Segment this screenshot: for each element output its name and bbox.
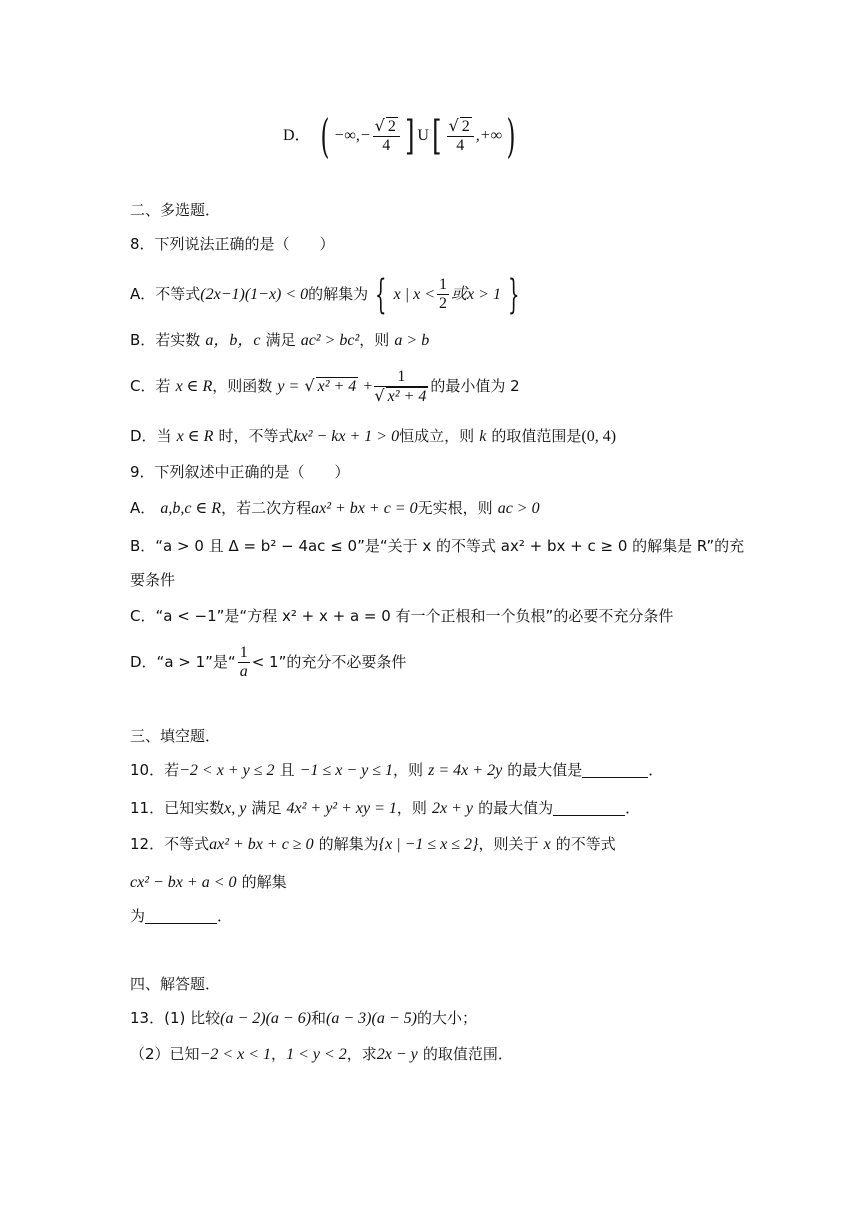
q11: 11．已知实数x, y 满足 4x² + y² + xy = 1，则 2x + y 的最大值为 ． xyxy=(130,799,641,817)
q8-option-b: B．若实数 a，b，c 满足 ac² > bc²，则 a > b xyxy=(130,331,430,349)
right-bracket: ] xyxy=(404,112,415,159)
interval-right: ,+∞ xyxy=(475,127,502,144)
q12-line1: 12．不等式ax² + bx + c ≥ 0 的解集为{x | −1 ≤ x ≤ 2}，则关于 x 的不等式 xyxy=(130,835,616,853)
q7-option-d xyxy=(283,108,520,163)
fraction: $\frac{√ 2}{4}$ xyxy=(447,117,474,155)
fraction: $\frac{√ 2}{4}$ xyxy=(373,117,400,155)
q12-line3: 为 ． xyxy=(130,907,233,925)
left-paren: ( xyxy=(320,108,330,163)
q9-option-c: C．“a < −1”是“方程 x² + x + a = 0 有一个正根和一个负根”的必要不充分条件 xyxy=(130,607,674,625)
q13-part2: （2）已知−2 < x < 1，1 < y < 2，求2x − y 的取值范围． xyxy=(130,1045,513,1063)
q9-option-b-line2: 要条件 xyxy=(130,571,176,589)
interval-left: −∞,− xyxy=(333,127,371,144)
section-3-title: 三、填空题． xyxy=(130,727,221,745)
right-paren: ) xyxy=(506,108,516,163)
answer-blank[interactable] xyxy=(582,761,648,778)
section-4-title: 四、解答题． xyxy=(130,975,221,993)
q9-option-b-line1: B．“a > 0 且 Δ = b² − 4ac ≤ 0”是“关于 x 的不等式 ax² + bx + c ≥ 0 的解集是 R”的充 xyxy=(130,537,745,555)
q8-option-c: C．若 x ∈ R，则函数 y = √ x² + 4 + $\frac{1}{\text{√ x² + 4}}$ 的最小值为 2 xyxy=(130,367,520,405)
q13-part1: 13．(1) 比较(a − 2)(a − 6)和(a − 3)(a − 5)的大小； xyxy=(130,1009,477,1027)
union-symbol: U xyxy=(417,127,429,144)
q9-option-d: D．“a > 1”是“ $\frac{1}{a}$ < 1”的充分不必要条件 xyxy=(130,644,407,680)
q12-line2: cx² − bx + a < 0 的解集 xyxy=(130,873,287,891)
option-label: D． xyxy=(283,127,311,144)
left-bracket: [ xyxy=(432,112,442,159)
answer-blank[interactable] xyxy=(553,799,625,816)
q9-option-a: A． a,b,c ∈ R，若二次方程ax² + bx + c = 0无实根，则 ac > 0 xyxy=(130,499,540,517)
answer-blank[interactable] xyxy=(145,907,217,924)
q8-option-a: A．不等式(2x−1)(1−x) < 0的解集为 { x | x < $\frac{1}{2}$ 或x > 1 } xyxy=(130,271,520,318)
section-2-title: 二、多选题． xyxy=(130,201,221,219)
q8-option-d: D．当 x ∈ R 时，不等式kx² − kx + 1 > 0恒成立，则 k 的取值范围是(0, 4) xyxy=(130,427,617,445)
q9-stem: 9．下列叙述中正确的是（ ） xyxy=(130,463,350,481)
q8-stem: 8．下列说法正确的是（ ） xyxy=(130,235,335,253)
q10: 10．若−2 < x + y ≤ 2 且 −1 ≤ x − y ≤ 1，则 z = 4x + 2y 的最大值是 ． xyxy=(130,761,664,779)
